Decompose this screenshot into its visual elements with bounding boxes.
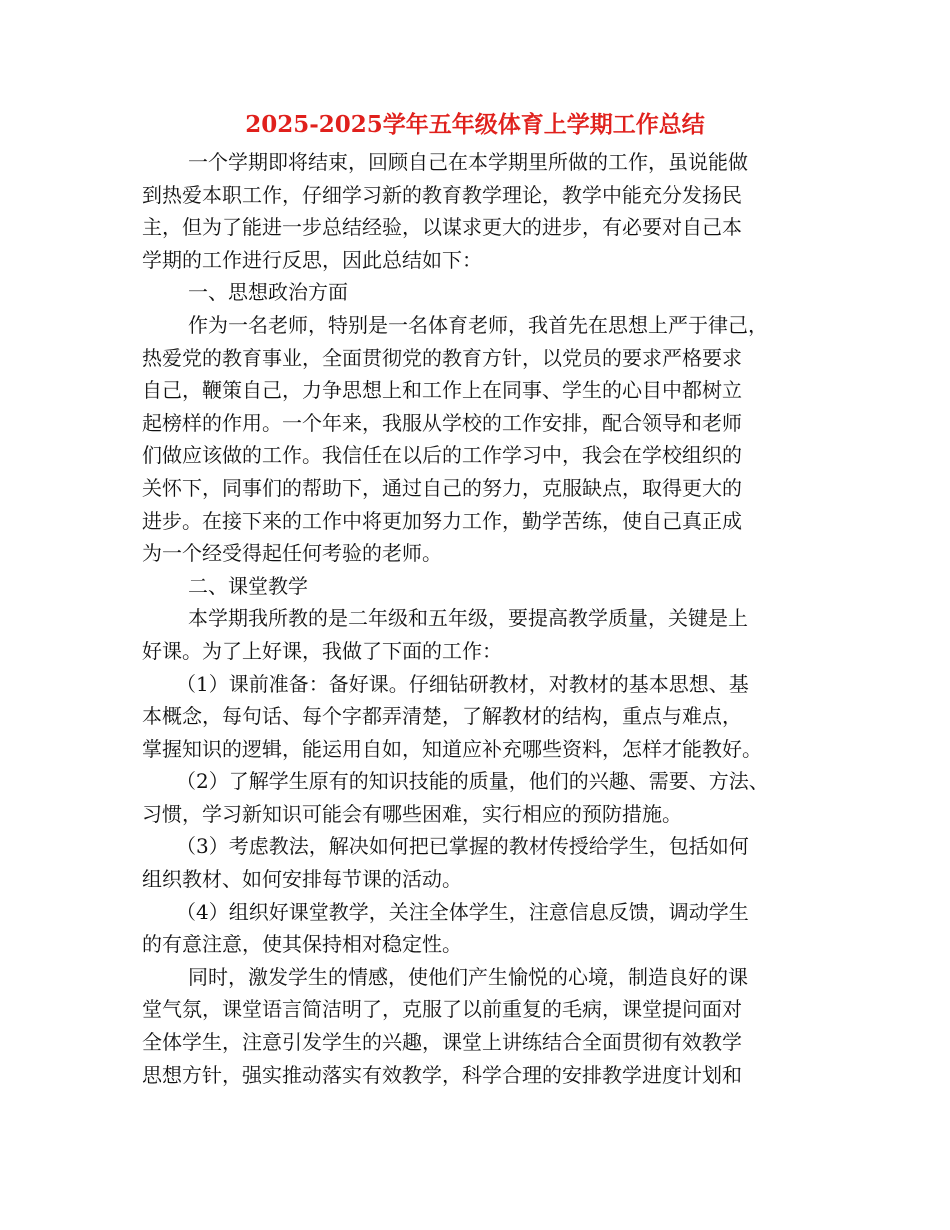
text-line: 到热爱本职工作，仔细学习新的教育教学理论，教学中能充分发扬民: [142, 182, 742, 207]
text-line: （2）了解学生原有的知识技能的质量，他们的兴趣、需要、方法、: [176, 769, 769, 794]
text-line: 为一个经受得起任何考验的老师。: [142, 541, 442, 566]
text-line: 自己，鞭策自己，力争思想上和工作上在同事、学生的心目中都树立: [142, 378, 742, 403]
text-line: 作为一名老师，特别是一名体育老师，我首先在思想上严于律己，: [188, 312, 768, 337]
text-line: 全体学生，注意引发学生的兴趣，课堂上讲练结合全面贯彻有效教学: [142, 1030, 742, 1055]
text-line: （4）组织好课堂教学，关注全体学生，注意信息反馈，调动学生: [176, 899, 749, 924]
text-line: 堂气氛，课堂语言简洁明了，克服了以前重复的毛病，课堂提问面对: [142, 997, 742, 1022]
text-line: 主，但为了能进一步总结经验，以谋求更大的进步，有必要对自己本: [142, 215, 742, 240]
text-line: 一个学期即将结束，回顾自己在本学期里所做的工作，虽说能做: [188, 150, 748, 174]
text-line: 习惯，学习新知识可能会有哪些困难，实行相应的预防措施。: [142, 801, 682, 826]
text-line: （3）考虑教法，解决如何把已掌握的教材传授给学生，包括如何: [176, 834, 749, 859]
text-line: 组织教材、如何安排每节课的活动。: [142, 867, 462, 892]
text-line: 思想方针，强实推动落实有效教学，科学合理的安排教学进度计划和: [142, 1062, 742, 1087]
page-title: 2025-2025学年五年级体育上学期工作总结: [245, 111, 705, 138]
text-line: （1）课前准备：备好课。仔细钻研教材，对教材的基本思想、基: [176, 671, 749, 696]
text-line: 同时，激发学生的情感，使他们产生愉悦的心境，制造良好的课: [188, 964, 748, 989]
text-line: 本概念，每句话、每个字都弄清楚，了解教材的结构，重点与难点，: [142, 704, 742, 729]
text-line: 一、思想政治方面: [188, 280, 348, 305]
text-line: 关怀下，同事们的帮助下，通过自己的努力，克服缺点，取得更大的: [142, 475, 742, 500]
text-line: 掌握知识的逻辑，能运用自如，知道应补充哪些资料，怎样才能教好。: [142, 736, 762, 761]
text-line: 学期的工作进行反思，因此总结如下：: [142, 247, 482, 272]
text-line: 二、课堂教学: [188, 573, 308, 598]
text-line: 的有意注意，使其保持相对稳定性。: [142, 932, 462, 957]
document-body: [142, 146, 832, 1091]
text-line: 热爱党的教育事业，全面贯彻党的教育方针，以党员的要求严格要求: [142, 345, 742, 370]
text-line: 好课。为了上好课，我做了下面的工作：: [142, 638, 502, 663]
text-line: 本学期我所教的是二年级和五年级，要提高教学质量，关键是上: [188, 606, 748, 631]
text-line: 起榜样的作用。一个年来，我服从学校的工作安排，配合领导和老师: [142, 410, 742, 435]
text-line: 们做应该做的工作。我信任在以后的工作学习中，我会在学校组织的: [142, 443, 742, 468]
text-line: 进步。在接下来的工作中将更加努力工作，勤学苦练，使自己真正成: [142, 508, 742, 533]
